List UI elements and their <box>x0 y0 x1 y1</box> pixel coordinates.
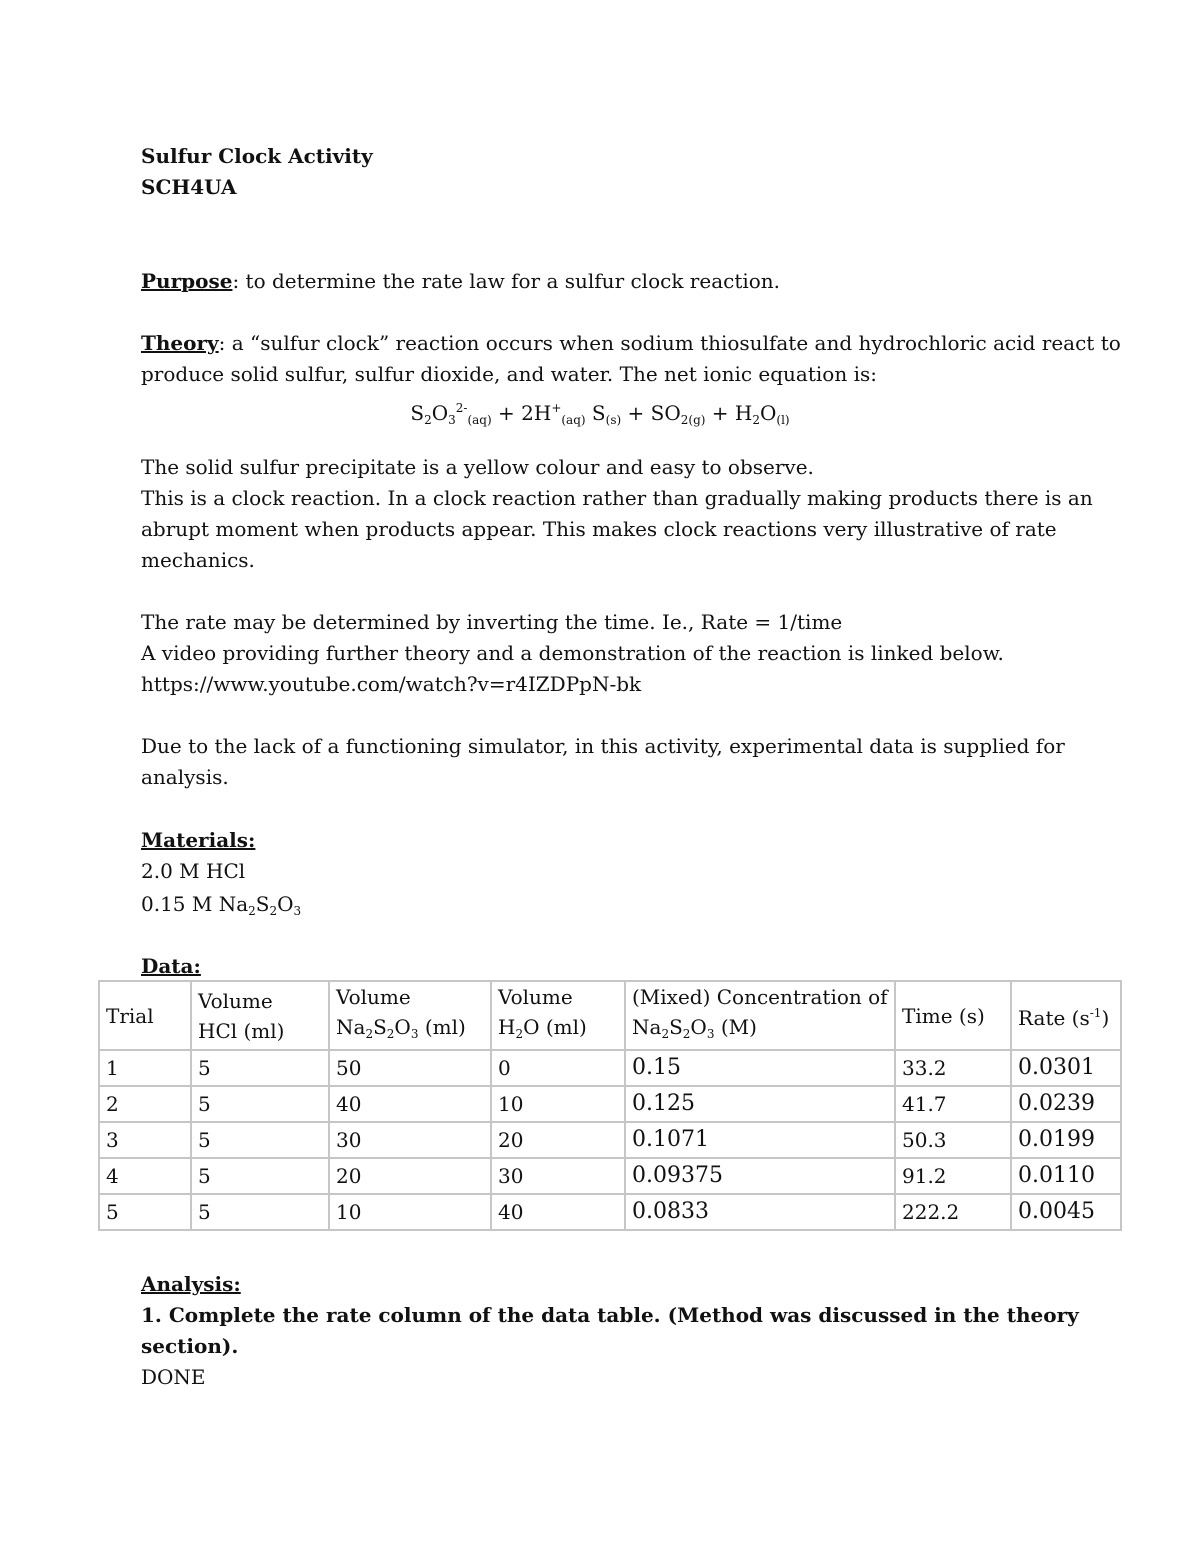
cell-rate: 0.0199 <box>1011 1122 1121 1158</box>
cell-time: 222.2 <box>895 1194 1011 1230</box>
cell-time: 33.2 <box>895 1050 1011 1086</box>
paragraph-text: mechanics. <box>141 548 255 572</box>
cell-na2s2o3: 50 <box>329 1050 491 1086</box>
cell-concentration: 0.15 <box>625 1050 895 1086</box>
data-heading: Data: <box>141 954 201 978</box>
header-rate: Rate $(s^{-1})$ <box>1011 981 1121 1050</box>
cell-rate: 0.0239 <box>1011 1086 1121 1122</box>
purpose-paragraph <box>141 267 780 295</box>
document-title: Sulfur Clock Activity <box>141 144 373 168</box>
cell-na2s2o3: 30 <box>329 1122 491 1158</box>
cell-na2s2o3: 10 <box>329 1194 491 1230</box>
cell-time: 50.3 <box>895 1122 1011 1158</box>
table-row <box>99 1122 1121 1158</box>
analysis-question-1-cont: section). <box>141 1334 239 1358</box>
purpose-heading: Purpose <box>141 269 233 293</box>
cell-rate: 0.0045 <box>1011 1194 1121 1230</box>
cell-hcl: 5 <box>191 1122 329 1158</box>
analysis-question-1: 1. Complete the rate column of the data table. (Method was discussed in the theory <box>141 1303 1079 1327</box>
cell-h2o: 0 <box>491 1050 625 1086</box>
theory-text-2: produce solid sulfur, sulfur dioxide, and water. The net ionic equation is: <box>141 362 877 386</box>
cell-rate: 0.0301 <box>1011 1050 1121 1086</box>
table-row <box>99 1050 1121 1086</box>
cell-trial: 4 <box>99 1158 191 1194</box>
course-code: SCH4UA <box>141 175 237 199</box>
cell-na2s2o3: 20 <box>329 1158 491 1194</box>
cell-time: 41.7 <box>895 1086 1011 1122</box>
header-volume-hcl: Volume HCl (ml) <box>191 981 329 1050</box>
cell-concentration: 0.1071 <box>625 1122 895 1158</box>
cell-trial: 2 <box>99 1086 191 1122</box>
table-row <box>99 1086 1121 1122</box>
paragraph-text: abrupt moment when products appear. This makes clock reactions very illustrative of rate <box>141 517 1057 541</box>
theory-text-1: : a “sulfur clock” reaction occurs when sodium thiosulfate and hydrochloric acid react to <box>218 331 1121 355</box>
table-row <box>99 1158 1121 1194</box>
paragraph-text: The rate may be determined by inverting the time. Ie., Rate = 1/time <box>141 610 843 634</box>
materials-heading: Materials: <box>141 828 256 852</box>
data-table <box>98 980 1122 1231</box>
video-link[interactable]: https://www.youtube.com/watch?v=r4IZDPpN-bk <box>141 672 642 696</box>
paragraph-text: Due to the lack of a functioning simulator, in this activity, experimental data is supplied for <box>141 734 1065 758</box>
cell-rate: 0.0110 <box>1011 1158 1121 1194</box>
cell-h2o: 20 <box>491 1122 625 1158</box>
cell-concentration: 0.125 <box>625 1086 895 1122</box>
table-row <box>99 1194 1121 1230</box>
cell-trial: 1 <box>99 1050 191 1086</box>
paragraph-text: The solid sulfur precipitate is a yellow colour and easy to observe. <box>141 455 814 479</box>
cell-hcl: 5 <box>191 1158 329 1194</box>
cell-trial: 5 <box>99 1194 191 1230</box>
analysis-answer: DONE <box>141 1365 206 1389</box>
cell-h2o: 10 <box>491 1086 625 1122</box>
paragraph-text: analysis. <box>141 765 229 789</box>
materials-item: 2.0 M HCl <box>141 859 246 883</box>
header-trial: Trial <box>99 981 191 1050</box>
cell-na2s2o3: 40 <box>329 1086 491 1122</box>
materials-item: 0.15 M $Na_2S_2O_3$ <box>141 892 302 918</box>
cell-time: 91.2 <box>895 1158 1011 1194</box>
cell-trial: 3 <box>99 1122 191 1158</box>
purpose-text: : to determine the rate law for a sulfur clock reaction. <box>232 269 781 293</box>
cell-hcl: 5 <box>191 1194 329 1230</box>
net-ionic-equation: $S_2O_3^{2-}_{(aq)} + 2H^+_{(aq)}$ $S_{(s)} + SO_{2(g)} + H_2O_{(l)}$ <box>410 401 790 427</box>
header-time: Time (s) <box>895 981 1011 1050</box>
analysis-heading: Analysis: <box>141 1272 241 1296</box>
header-concentration: (Mixed) Concentration of $Na_2S_2O_3$ (M) <box>625 981 895 1050</box>
paragraph-text: A video providing further theory and a demonstration of the reaction is linked below. <box>141 641 1004 665</box>
theory-heading: Theory <box>141 331 219 355</box>
table-header-row <box>99 981 1121 1050</box>
cell-concentration: 0.09375 <box>625 1158 895 1194</box>
header-volume-h2o: Volume $H_2O$ (ml) <box>491 981 625 1050</box>
paragraph-text: This is a clock reaction. In a clock reaction rather than gradually making products there is an <box>141 486 1093 510</box>
cell-h2o: 30 <box>491 1158 625 1194</box>
cell-hcl: 5 <box>191 1050 329 1086</box>
header-volume-na2s2o3: Volume $Na_2S_2O_3$ (ml) <box>329 981 491 1050</box>
cell-h2o: 40 <box>491 1194 625 1230</box>
cell-hcl: 5 <box>191 1086 329 1122</box>
theory-paragraph-line1 <box>141 329 1121 357</box>
cell-concentration: 0.0833 <box>625 1194 895 1230</box>
